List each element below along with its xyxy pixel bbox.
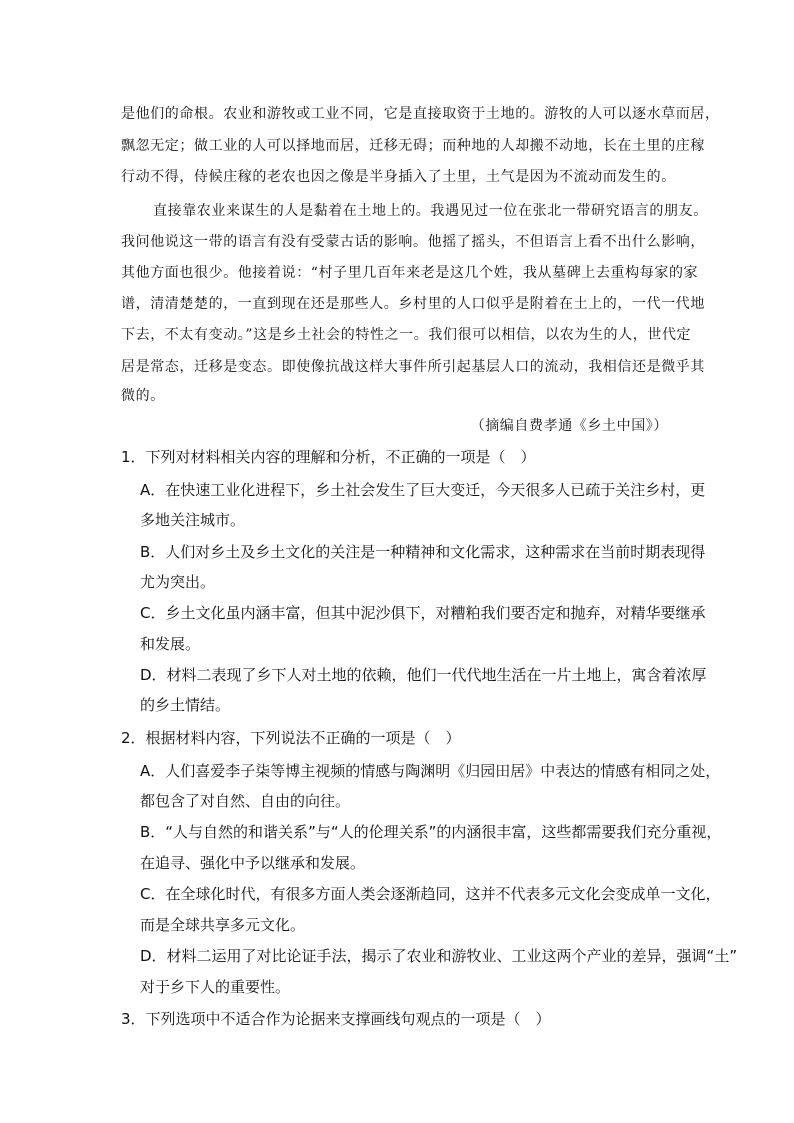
option-line: B．“人与自然的和谐关系”与“人的伦理关系”的内涵很丰富，这些都需要我们充分重视，: [140, 823, 722, 841]
passage-line: 我问他说这一带的语言有没有受蒙古话的影响。他摇了摇头，不但语言上看不出什么影响，: [121, 234, 705, 250]
passage-line: 居是常态，迁移是变态。即使像抗战这样大事件所引起基层人口的流动，我相信还是微乎其: [121, 359, 705, 375]
option-line: 多地关注城市。: [140, 511, 246, 529]
passage-line: 谱，清清楚楚的，一直到现在还是那些人。乡村里的人口似乎是附着在土上的，一代一代地: [121, 296, 705, 312]
option-line: A．人们喜爱李子柒等博主视频的情感与陶渊明《归园田居》中表达的情感有相同之处，: [140, 762, 721, 780]
passage-source: （摘编自费孝通《乡土中国》）: [470, 418, 668, 434]
question-stem: 1．下列对材料相关内容的理解和分析，不正确的一项是（ ）: [121, 448, 536, 466]
option-line: 在追寻、强化中予以继承和发展。: [140, 854, 366, 872]
option-line: 的乡土情结。: [140, 696, 231, 714]
option-line: C．在全球化时代，有很多方面人类会逐渐趋同，这并不代表多元文化会变成单一文化，: [140, 885, 721, 903]
option-line: B．人们对乡土及乡土文化的关注是一种精神和文化需求，这种需求在当前时期表现得: [140, 543, 706, 561]
passage-line: 微的。: [121, 388, 165, 404]
passage-line: 直接靠农业来谋生的人是黏着在土地上的。我遇见过一位在张北一带研究语言的朋友。: [153, 203, 708, 219]
passage-line: 下去，不太有变动。”这是乡土社会的特性之一。我们很可以相信，以农为生的人，世代定: [121, 327, 692, 343]
passage-line: 其他方面也很少。他接着说：“村子里几百年来老是这几个姓，我从墓碑上去重构每家的家: [121, 265, 699, 281]
passage-line: 飘忽无定；做工业的人可以择地而居，迁移无碍；而种地的人却搬不动地，长在土里的庄稼: [121, 138, 705, 154]
option-line: A．在快速工业化进程下，乡土社会发生了巨大变迁，今天很多人已疏于关注乡村，更: [140, 481, 706, 499]
option-line: 和发展。: [140, 635, 201, 653]
option-line: 都包含了对自然、自由的向往。: [140, 792, 351, 810]
option-line: 对于乡下人的重要性。: [140, 978, 291, 996]
passage-line: 是他们的命根。农业和游牧或工业不同，它是直接取资于土地的。游牧的人可以逐水草而居，: [121, 106, 720, 122]
question-stem: 3．下列选项中不适合作为论据来支撑画线句观点的一项是（ ）: [121, 1010, 551, 1028]
option-line: D．材料二表现了乡下人对土地的依赖，他们一代代地生活在一片土地上，寓含着浓厚: [140, 666, 707, 684]
option-line: 尤为突出。: [140, 573, 216, 591]
passage-line: 行动不得，侍候庄稼的老农也因之像是半身插入了土里，土气是因为不流动而发生的。: [121, 169, 676, 185]
option-line: C．乡土文化虽内涵丰富，但其中泥沙俱下，对糟粕我们要否定和抛弃，对精华要继承: [140, 604, 706, 622]
option-line: D．材料二运用了对比论证手法，揭示了农业和游牧业、工业这两个产业的差异，强调“土”: [140, 947, 738, 965]
option-line: 而是全球共享多元文化。: [140, 916, 306, 934]
question-stem: 2．根据材料内容，下列说法不正确的一项是（ ）: [121, 729, 461, 747]
